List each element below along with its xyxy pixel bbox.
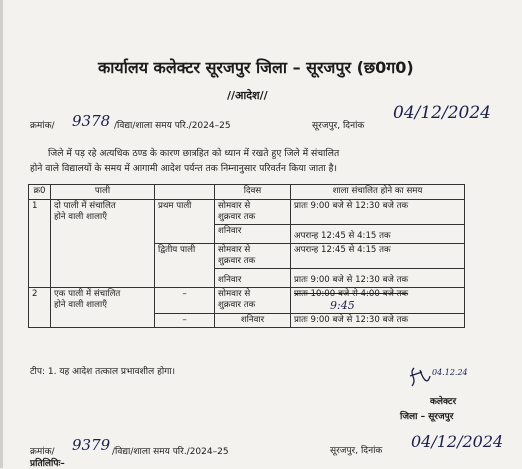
cell-day: शनिवार xyxy=(215,269,291,288)
cell-subshift: द्वितीय पाली xyxy=(155,244,215,288)
cell-sn: 2 xyxy=(29,288,51,328)
table-row xyxy=(29,288,465,314)
day-line: शुक्रवार तक xyxy=(218,300,256,310)
footer-date: 04/12/2024 xyxy=(411,432,504,451)
day-line: सोमवार से xyxy=(218,289,251,299)
cell-subshift: – xyxy=(155,314,215,328)
footer-place-date-label: सूरजपुर, दिनांक xyxy=(330,446,383,456)
col-header-sn: क्र0 xyxy=(29,185,51,200)
body-line-1: जिले में पड़ रहे अत्यधिक ठण्ड के कारण छात्रहित को ध्यान में रखते हुए जिले में संचालित xyxy=(48,148,340,159)
cell-time: अपरान्ह 12:45 से 4:15 तक xyxy=(291,244,465,269)
note-text: टीप: 1. यह आदेश तत्काल प्रभावशील होगा। xyxy=(30,367,176,377)
page-edge xyxy=(0,0,3,468)
signature-district: जिला – सूरजपुर xyxy=(400,412,454,422)
day-line: शुक्रवार तक xyxy=(218,256,256,266)
ref-date: 04/12/2024 xyxy=(393,103,491,123)
shift-type-line: दो पाली में संचालित xyxy=(54,201,116,211)
footer-ref-suffix: /विद्या/शाला समय परि./2024–25 xyxy=(112,447,229,457)
cell-subshift: – xyxy=(155,288,215,314)
cell-day xyxy=(215,288,291,314)
footer-ref-number: 9379 xyxy=(72,436,111,454)
ref-place-date-label: सूरजपुर, दिनांक xyxy=(312,121,365,131)
cell-subshift: प्रथम पाली xyxy=(155,200,215,244)
col-header-day: दिवस xyxy=(215,185,291,200)
col-header-shift: पाली xyxy=(51,185,155,200)
cell-time: प्रातः 9:00 बजे से 12:30 बजे तक xyxy=(291,200,465,225)
cell-shift-type xyxy=(51,288,155,328)
ref-prefix: क्रमांक/ xyxy=(30,121,55,131)
day-line: शुक्रवार तक xyxy=(218,212,256,222)
cell-time: प्रातः 9:00 बजे से 12:30 बजे तक xyxy=(291,314,465,328)
cell-day: शनिवार xyxy=(215,225,291,244)
col-header-subshift xyxy=(155,185,215,200)
time-printed: प्रातः 10:00 बजे से 4:00 बजे तक xyxy=(294,289,409,299)
body-line-2: होने वाले विद्यालयों के समय में आगामी आदेश पर्यन्त तक निम्नानुसार परिवर्तन किया जाता है। xyxy=(30,163,337,174)
signature-designation: कलेक्टर xyxy=(430,397,457,407)
day-line: सोमवार से xyxy=(218,201,251,211)
copy-label: प्रतिलिपिः– xyxy=(30,459,65,469)
cell-day xyxy=(215,244,291,269)
cell-sn: 1 xyxy=(29,200,51,288)
cell-time: प्रातः 9:00 बजे से 12:30 बजे तक xyxy=(291,269,465,288)
shift-type-line: होने वाली शालाएँ xyxy=(54,212,107,222)
shift-type-line: होने वाली शालाएँ xyxy=(54,300,107,310)
footer-ref-prefix: क्रमांक/ xyxy=(30,447,55,457)
cell-time xyxy=(291,288,465,314)
schedule-table xyxy=(28,184,465,328)
time-handwritten-correction: 9:45 xyxy=(330,299,355,312)
cell-day xyxy=(215,200,291,225)
order-heading: //आदेश// xyxy=(227,89,268,102)
table-row xyxy=(29,200,465,225)
day-line: सोमवार से xyxy=(218,245,251,255)
cell-day: शनिवार xyxy=(215,314,291,328)
ref-number: 9378 xyxy=(72,112,111,130)
ref-suffix: /विद्या/शाला समय परि./2024–25 xyxy=(114,121,231,131)
shift-type-line: एक पाली में संचालित xyxy=(54,289,121,299)
table-header-row xyxy=(29,185,465,200)
cell-time: अपरान्ह 12:45 से 4:15 तक xyxy=(291,225,465,244)
col-header-time: शाला संचालित होने का समय xyxy=(291,185,465,200)
office-title: कार्यालय कलेक्टर सूरजपुर जिला – सूरजपुर (छ0ग0) xyxy=(98,58,414,77)
signature-date: 04.12.24 xyxy=(432,368,468,377)
cell-shift-type xyxy=(51,200,155,288)
